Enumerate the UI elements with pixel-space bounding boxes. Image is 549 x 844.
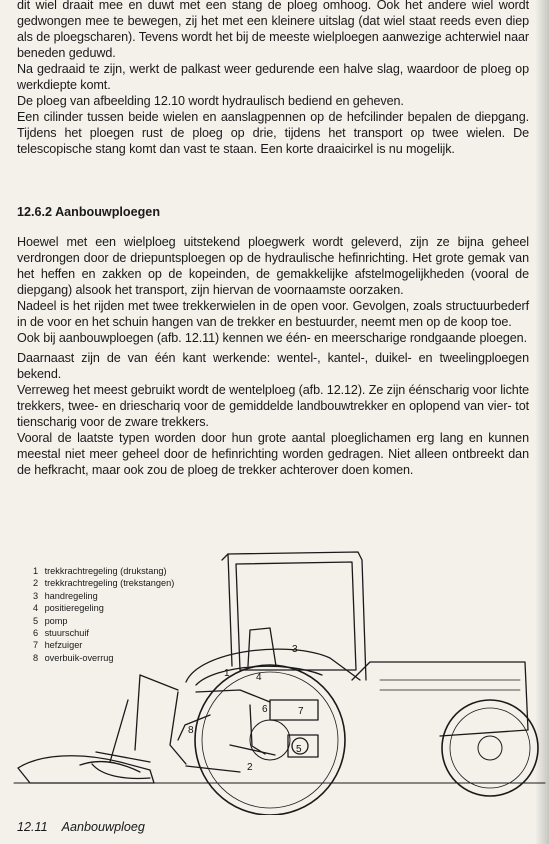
- figure-legend: [33, 565, 174, 664]
- seat: [248, 628, 276, 666]
- cab-front-pillar: [222, 554, 232, 666]
- legend-item: 7 hefzuiger: [33, 640, 83, 651]
- paragraph: dit wiel draait mee en duwt met een stang de ploeg omhoog. Ook het andere wiel wordt gedwongen mee te bewegen, zij het met een kleinere uitslag (dat wiel staat reeds even diep als de ploegscharen). Tevens wordt het bij de meeste wielploegen aanwezige achterwiel naar beneden geduwd.: [17, 0, 529, 60]
- figure-caption: [17, 820, 145, 834]
- callout-2: 2: [247, 762, 253, 773]
- callout-5: 5: [296, 744, 302, 755]
- paragraph: Een cilinder tussen beide wielen en aanslagpennen op de hefcilinder bepalen de diepgang. Tijdens het ploegen rust de ploeg op drie, tijdens het transport op twee wielen. De telescopische stang komt dan vast te staan. Een korte draaicirkel is nu mogelijk.: [17, 110, 529, 156]
- rear-wheel: [195, 665, 345, 815]
- top-text-block: [17, 0, 529, 157]
- paragraph: Vooral de laatste typen worden door hun grote aantal ploeglichamen erg lang en kunnen meestal niet meer geheel door de hefinrichting worden gedragen. Niet alleen ontbreekt dan de hefkracht, maar ook zou de ploeg de trekker achterover doen komen.: [17, 431, 529, 477]
- legend-item: 8 overbuik-overrug: [33, 652, 114, 663]
- hydraulic-block: [270, 700, 318, 720]
- callout-8: 8: [188, 725, 194, 736]
- body-text-block: [17, 234, 529, 478]
- paragraph: Na gedraaid te zijn, werkt de palkast weer gedurende een halve slag, waardoor de ploeg op werkdiepte komt.: [17, 62, 529, 92]
- paragraph: Nadeel is het rijden met twee trekkerwielen in de open voor. Gevolgen, zoals structuurbederf in de voor en het schuin hangen van de trekker en bestuurder, neemt men op de koop toe.: [17, 299, 529, 329]
- legend-item: 4 positieregeling: [33, 603, 104, 614]
- callout-6: 6: [262, 704, 268, 715]
- figure-number: 12.11: [17, 820, 48, 834]
- callout-1: 1: [224, 668, 230, 679]
- hood: [352, 662, 528, 736]
- legend-item: 6 stuurschuif: [33, 628, 89, 639]
- section-heading: [17, 205, 160, 219]
- paragraph: Verreweg het meest gebruikt wordt de wentelploeg (afb. 12.12). Ze zijn éénscharig voor lichte trekkers, twee- en drieschariq voor de gemiddelde landbouwtrekker en oplopend van vier- tot tienscharig voor de zware trekkers.: [17, 383, 529, 429]
- paragraph: Daarnaast zijn de van één kant werkende: wentel-, kantel-, duikel- en tweelingploegen bekend.: [17, 351, 529, 381]
- section-title: Aanbouwploegen: [55, 205, 161, 219]
- figure-title: Aanbouwploeg: [61, 820, 145, 834]
- legend-item: 1 trekkrachtregeling (drukstang): [33, 566, 167, 576]
- section-number: 12.6.2: [17, 205, 53, 219]
- paragraph: De ploeg van afbeelding 12.10 wordt hydraulisch bediend en geheven.: [17, 94, 404, 108]
- legend-item: 2 trekkrachtregeling (trekstangen): [33, 578, 175, 589]
- legend-item: 3 handregeling: [33, 590, 98, 601]
- paragraph: Hoewel met een wielploeg uitstekend ploegwerk wordt geleverd, zijn ze bijna geheel verdrongen door de driepuntsploegen op de hydraulische hefinrichting. Het grote gemak van het heffen en zakken op de kopeinden, de gemakkelijke afstelmogelijkheden (vooral de diepgang) alsook het transport, zijn hiervan de voornaamste oorzaken.: [17, 235, 529, 297]
- paragraph: Ook bij aanbouwploegen (afb. 12.11) kennen we één- en meerscharige rondgaande ploegen.: [17, 331, 527, 345]
- callout-4: 4: [256, 672, 262, 683]
- plough-beam: [140, 675, 178, 690]
- callout-3: 3: [292, 644, 298, 655]
- callout-7: 7: [298, 706, 304, 717]
- legend-item: 5 pomp: [33, 615, 68, 626]
- front-wheel: [442, 700, 538, 796]
